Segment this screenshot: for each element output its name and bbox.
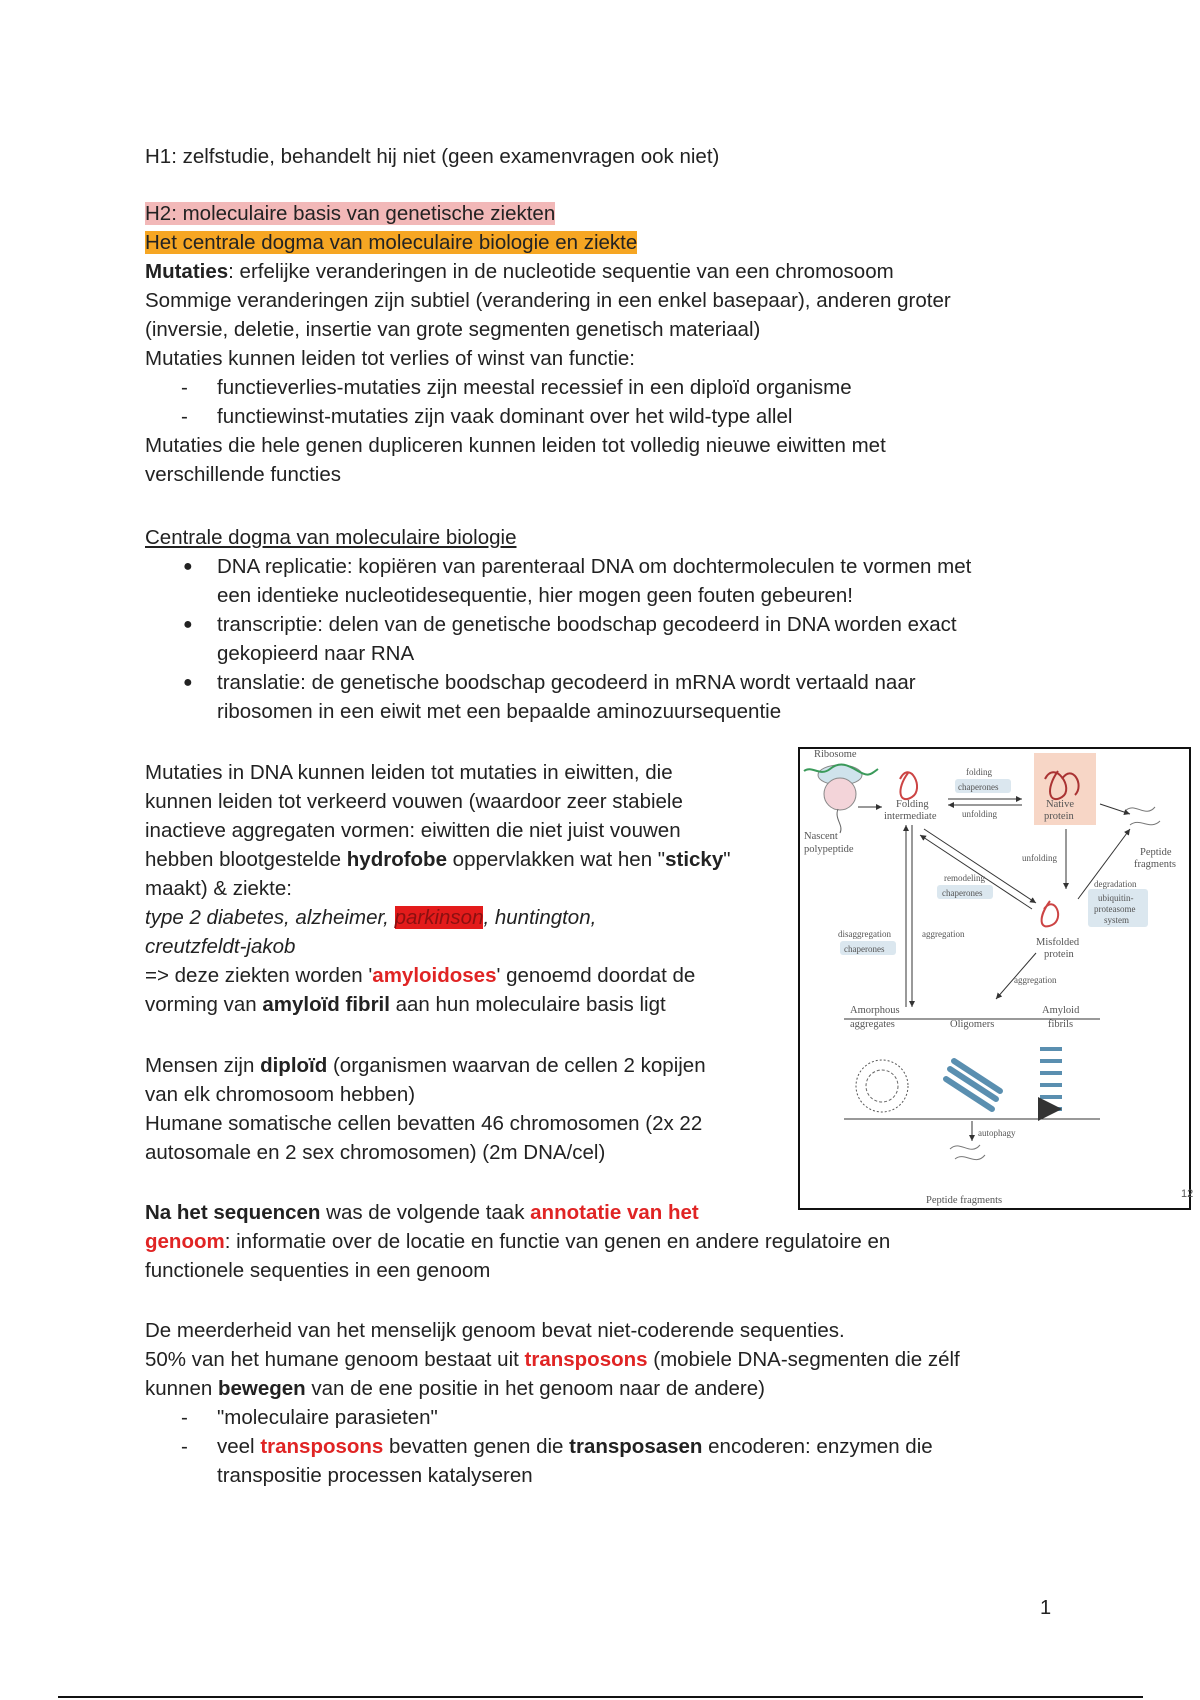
label-folding-2: intermediate (884, 811, 937, 822)
amyloidoses-line (145, 961, 695, 990)
paragraph-line: kunnen leiden tot verkeerd vouwen (waardoor zeer stabiele (145, 790, 683, 813)
bullet-transcriptie: transcriptie: delen van de genetische boodschap gecodeerd in DNA worden exact (217, 613, 957, 636)
bullet-marker: ● (183, 616, 193, 633)
label-proteasome: proteasome (1094, 904, 1136, 914)
term-genoom: genoom (145, 1230, 225, 1253)
figure-side-number: 12 (1181, 1188, 1194, 1200)
label-peptide-2: fragments (1134, 859, 1176, 870)
label-native: Native (1046, 799, 1074, 810)
term-bewegen: bewegen (217, 1377, 306, 1400)
label-unfolding-2: unfolding (1022, 853, 1057, 863)
peptide-fragments-icon (1125, 807, 1160, 825)
label-remodeling: remodeling (944, 873, 985, 883)
label-amyloid: Amyloid (1042, 1005, 1080, 1016)
dash-marker: - (181, 1435, 188, 1458)
disease-list-cont: creutzfeldt-jakob (145, 935, 296, 958)
term-amyloidoses: amyloidoses (372, 964, 497, 987)
paragraph-line: (inversie, deletie, insertie van grote segmenten genetisch materiaal) (145, 318, 761, 341)
transposon-line-2 (145, 1374, 765, 1403)
text-run: veel (217, 1435, 261, 1458)
paragraph-line: De meerderheid van het menselijk genoom bevat niet-coderende sequenties. (145, 1319, 845, 1342)
dash-marker: - (181, 376, 188, 399)
paragraph-line: autosomale en 2 sex chromosomen) (2m DNA/cel) (145, 1141, 606, 1164)
oligomers-icon (946, 1061, 1000, 1109)
h1-line: H1: zelfstudie, behandelt hij niet (geen examenvragen ook niet) (145, 145, 720, 168)
ribosome-subunit-icon (824, 778, 856, 810)
text-run: hebben blootgestelde (145, 848, 347, 871)
paragraph-line: functionele sequenties in een genoom (145, 1259, 491, 1282)
label-chaperones: chaperones (958, 782, 999, 792)
paragraph-line: Mutaties kunnen leiden tot verlies of winst van functie: (145, 347, 635, 370)
text-run: was de volgende taak (320, 1201, 531, 1224)
peptide-fragments-bottom-icon (950, 1145, 985, 1160)
mutaties-def-text: : erfelijke veranderingen in de nucleotide sequentie van een chromosoom (228, 260, 894, 283)
bullet-marker: ● (183, 674, 193, 691)
label-aggregation: aggregation (922, 929, 965, 939)
disease-list (145, 903, 596, 932)
folding-intermediate-icon (900, 772, 917, 799)
text-run: " (723, 848, 731, 871)
sequencing-line-2 (145, 1227, 890, 1256)
diploid-line (145, 1051, 706, 1080)
bullet-translatie: translatie: de genetische boodschap gecodeerd in mRNA wordt vertaald naar (217, 671, 916, 694)
h2-subtitle (145, 228, 637, 257)
text-run: , huntington, (483, 906, 597, 929)
label-folding: Folding (896, 799, 929, 810)
term-hydrofobe: hydrofobe (346, 848, 447, 871)
paragraph-line: Sommige veranderingen zijn subtiel (verandering in een enkel basepaar), anderen groter (145, 289, 951, 312)
label-misfolded-2: protein (1044, 949, 1074, 960)
dash-item-parasieten: "moleculaire parasieten" (217, 1406, 438, 1429)
arrow (1100, 804, 1130, 814)
label-chaperones-2: chaperones (942, 888, 983, 898)
dash-item-transposasen-cont: transpositie processen katalyseren (217, 1464, 533, 1487)
term-sequencen: Na het sequencen (145, 1201, 321, 1224)
misfolded-protein-icon (1042, 901, 1059, 926)
bullet-translatie-cont: ribosomen in een eiwit met een bepaalde aminozuursequentie (217, 700, 782, 723)
page-number: 1 (1040, 1597, 1052, 1619)
protein-folding-figure (798, 747, 1194, 1210)
label-nascent-2: polypeptide (804, 844, 854, 855)
protein-folding-diagram (800, 749, 1189, 1208)
dash-item-functieverlies: functieverlies-mutaties zijn meestal recessief in een diploïd organisme (217, 376, 852, 399)
paragraph-line: maakt) & ziekte: (145, 877, 292, 900)
amyloid-fibrils-icon (1040, 1049, 1062, 1109)
label-fibrils: fibrils (1048, 1019, 1074, 1030)
h2-title (145, 199, 555, 228)
label-amorphous: Amorphous (850, 1005, 900, 1016)
paragraph-line: van elk chromosoom hebben) (145, 1083, 416, 1106)
term-parkinson-highlight: parkinson (394, 906, 484, 929)
term-transposasen: transposasen (569, 1435, 703, 1458)
nascent-chain-icon (837, 809, 841, 833)
dash-item-functiewinst: functiewinst-mutaties zijn vaak dominant over het wild-type allel (217, 405, 793, 428)
label-oligomers: Oligomers (950, 1019, 995, 1030)
dash-marker: - (181, 405, 188, 428)
label-degradation: degradation (1094, 879, 1137, 889)
label-misfolded: Misfolded (1036, 937, 1080, 948)
transposon-line (145, 1345, 960, 1374)
dogma-heading: Centrale dogma van moleculaire biologie (145, 526, 517, 549)
fibril-line (145, 990, 666, 1019)
label-amorphous-2: aggregates (850, 1019, 895, 1030)
dash-marker: - (181, 1406, 188, 1429)
label-ribosome: Ribosome (814, 749, 857, 760)
paragraph-line: Humane somatische cellen bevatten 46 chromosomen (2x 22 (145, 1112, 703, 1135)
h2-title-highlight: H2: moleculaire basis van genetische ziekten (145, 202, 556, 225)
term-sticky: sticky (665, 848, 724, 871)
term-diploid: diploïd (260, 1054, 328, 1077)
text-run: : informatie over de locatie en functie van genen en andere regulatoire en (224, 1230, 891, 1253)
footer-divider (58, 1696, 1143, 1698)
text-run: vorming van (145, 993, 263, 1016)
term-amyloid-fibril: amyloïd fibril (262, 993, 390, 1016)
label-chaperones-3: chaperones (844, 944, 885, 954)
term-mutaties: Mutaties (145, 260, 229, 283)
amorphous-aggregates-icon (856, 1060, 908, 1112)
label-folding-top: folding (966, 767, 992, 777)
bullet-replicatie: DNA replicatie: kopiëren van parenteraal DNA om dochtermoleculen te vormen met (217, 555, 972, 578)
amorphous-aggregates-inner (866, 1070, 898, 1102)
term-annotatie: annotatie van het (530, 1201, 699, 1224)
text-run: aan hun moleculaire basis ligt (389, 993, 666, 1016)
dash-item-transposasen (217, 1432, 933, 1461)
bullet-replicatie-cont: een identieke nucleotidesequentie, hier mogen geen fouten gebeuren! (217, 584, 853, 607)
paragraph-line: Mutaties in DNA kunnen leiden tot mutaties in eiwitten, die (145, 761, 673, 784)
text-run: ' genoemd doordat de (496, 964, 696, 987)
h2-subtitle-highlight: Het centrale dogma van moleculaire biologie en ziekte (145, 231, 638, 254)
bullet-transcriptie-cont: gekopieerd naar RNA (217, 642, 415, 665)
term-transposons: transposons (524, 1348, 648, 1371)
text-run: (organismen waarvan de cellen 2 kopijen (327, 1054, 706, 1077)
paragraph-line: inactieve aggregaten vormen: eiwitten die niet juist vouwen (145, 819, 681, 842)
text-run: 50% van het humane genoom bestaat uit (145, 1348, 525, 1371)
text-run: encoderen: enzymen die (702, 1435, 933, 1458)
text-run: type 2 diabetes, alzheimer, (145, 906, 395, 929)
sequencing-line (145, 1198, 699, 1227)
label-unfolding: unfolding (962, 809, 997, 819)
text-run: Mensen zijn (145, 1054, 261, 1077)
label-peptide: Peptide (1140, 847, 1172, 858)
label-autophagy: autophagy (978, 1128, 1016, 1138)
bullet-marker: ● (183, 558, 193, 575)
label-nascent: Nascent (804, 831, 838, 842)
paragraph-line-hydrofobe (145, 845, 731, 874)
text-run: oppervlakken wat hen " (446, 848, 666, 871)
label-system: system (1104, 915, 1130, 925)
label-disaggregation: disaggregation (838, 929, 891, 939)
label-aggregation-2: aggregation (1014, 975, 1057, 985)
paragraph-line: Mutaties die hele genen dupliceren kunnen leiden tot volledig nieuwe eiwitten met (145, 434, 886, 457)
text-run: bevatten genen die (383, 1435, 570, 1458)
label-peptide-fragments: Peptide fragments (926, 1195, 1003, 1206)
text-run: (mobiele DNA-segmenten die zélf (647, 1348, 960, 1371)
text-run: van de ene positie in het genoom naar de andere) (305, 1377, 765, 1400)
label-ubiquitin: ubiquitin- (1098, 893, 1134, 903)
text-run: => deze ziekten worden ' (145, 964, 373, 987)
mutaties-definition (145, 257, 894, 286)
paragraph-line: verschillende functies (145, 463, 341, 486)
term-transposons: transposons (260, 1435, 384, 1458)
text-run: kunnen (145, 1377, 218, 1400)
label-native-2: protein (1044, 811, 1074, 822)
